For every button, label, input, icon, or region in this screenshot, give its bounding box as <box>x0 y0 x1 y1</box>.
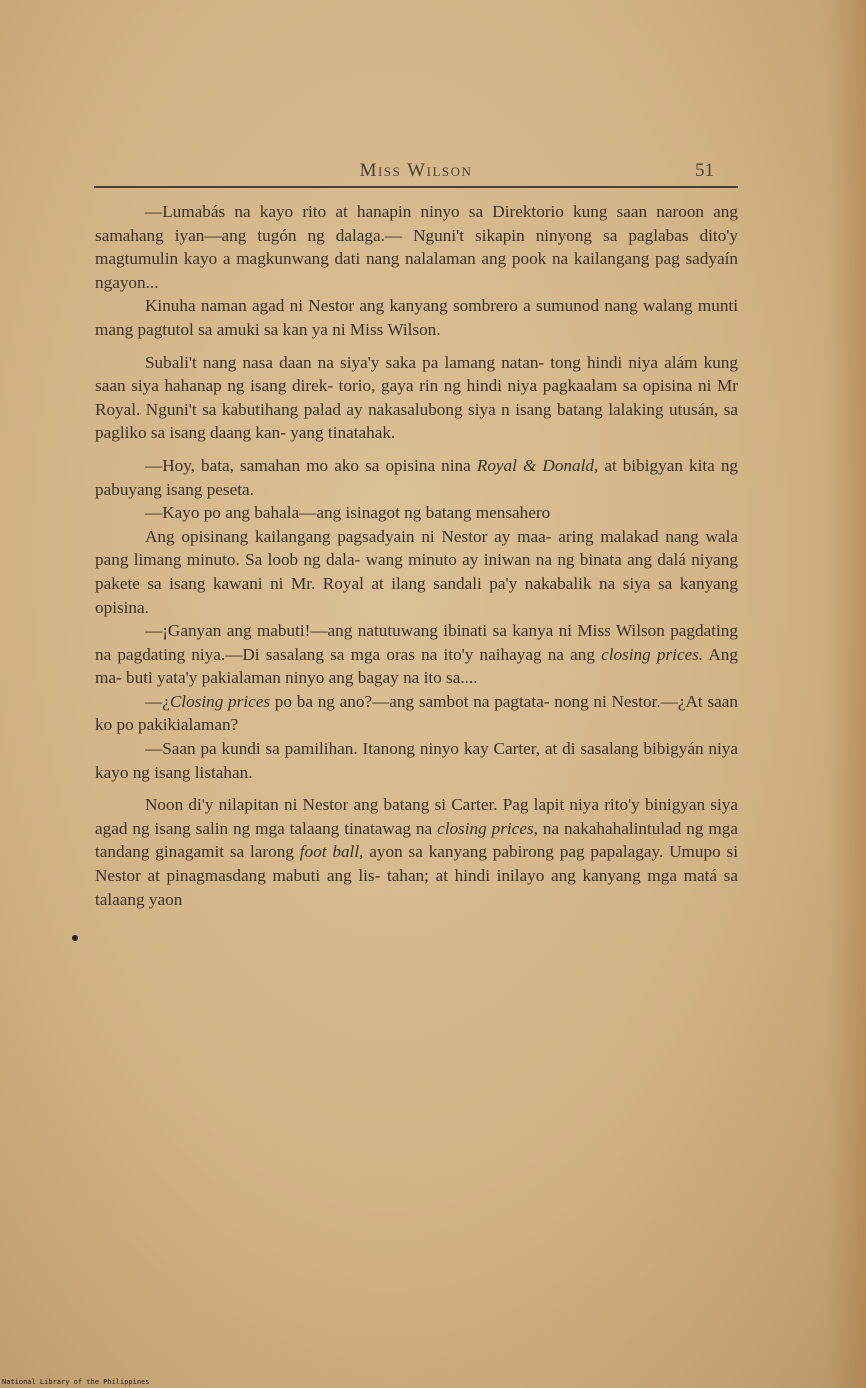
paragraph: —Lumabás na kayo rito at hanapin ninyo sa Direktorio kung saan naroon ang samahang iyan—ang tugón ng dalaga.— Nguni't sikapin ninyong sa paglabas dito'y magtumulin kayo a magkunwang dati nang nalalaman ang pook na kailangang pag sadyaín ngayon... <box>95 202 738 292</box>
body-text <box>95 200 738 911</box>
paragraph: —Hoy, bata, samahan mo ako sa opisina nina Royal & Donald, at bibigyan kita ng pabuyang isang peseta. <box>95 455 739 499</box>
paragraph: —Saan pa kundi sa pamilihan. Itanong ninyo kay Carter, at di sasalang bibigyán niya kayo ng isang listahan. <box>95 739 738 782</box>
paragraph: Kinuha naman agad ni Nestor ang kanyang sombrero a sumunod nang walang munti mang pagtutol sa amuki sa kan ya ni Miss Wilson. <box>95 296 738 339</box>
emphasis: closing prices, <box>437 818 538 838</box>
paragraph: —Kayo po ang bahala—ang isinagot ng batang mensahero <box>145 503 551 523</box>
paragraph: —¡Ganyan ang mabuti!—ang natutuwang ibinati sa kanya ni Miss Wilson pagdating na pagdating niya.—Di sasalang sa mga oras na ito'y naihayag na ang closing prices. Ang ma- buti yata'y pakialaman ninyo ang bagay na ito sa.... <box>95 621 738 688</box>
emphasis: foot ball, <box>299 842 364 862</box>
running-title: Miss Wilson <box>359 160 473 181</box>
footer-credit: National Library of the Philippines <box>2 1378 150 1386</box>
ink-spot <box>72 935 78 941</box>
page-edge-shadow <box>826 0 866 1388</box>
emphasis: closing prices. <box>601 644 704 664</box>
emphasis: Royal & Donald, <box>476 455 599 475</box>
paragraph: Noon di'y nilapitan ni Nestor ang batang si Carter. Pag lapit niya rito'y binigyan siya agad ng isang salin ng mga talaang tinatawag na closing prices, na nakahahalintulad ng mga tandang ginagamit sa larong foot ball, ayon sa kanyang pabirong pag papalagay. Umupo si Nestor at pinagmasdang mabuti ang lis- tahan; at hindi inilayo ang kanyang mga matá sa talaang yaon <box>95 795 739 909</box>
header-rule <box>94 186 738 188</box>
paragraph: Subali't nang nasa daan na siya'y saka pa lamang natan- tong hindi niya alám kung saan siya hahanap ng isang direk- torio, gaya rin ng hindi niya pagkaalam sa opisina ni Mr Royal. Nguni't sa kabutihang palad ay nakasalubong siya n isang batang lalaking utusán, sa pagliko sa isang daang kan- yang tinatahak. <box>95 352 738 443</box>
paragraph: Ang opisinang kailangang pagsadyain ni Nestor ay maa- aring malakad nang wala pang limang minuto. Sa loob ng dala- wang minuto ay iniwan na ng binata ang dalá niyang pakete sa isang kawani ni Mr. Royal at ilang sandali pa'y nakabalik na siya sa kanyang opisina. <box>95 526 738 617</box>
paragraph: —¿Closing prices po ba ng ano?—ang sambot na pagtata- nong ni Nestor.—¿At saan ko po pakikialaman? <box>95 691 738 735</box>
page-number: 51 <box>695 160 714 181</box>
emphasis: Closing prices <box>169 691 271 711</box>
